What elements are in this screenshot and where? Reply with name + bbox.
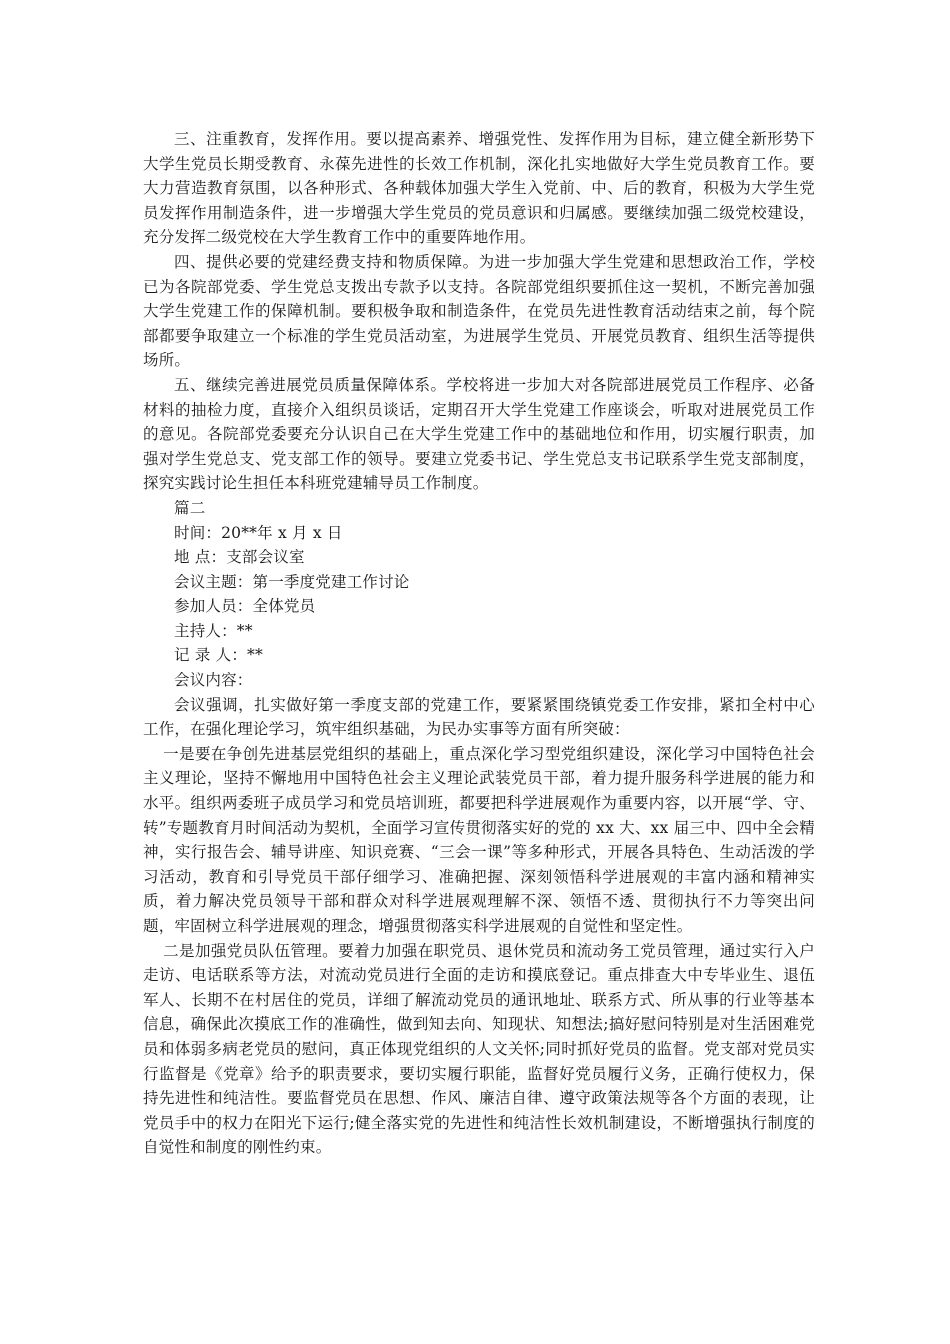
meeting-content-label: 会议内容： bbox=[174, 671, 253, 690]
paragraph-point-two: 二是加强党员队伍管理。要着力加强在职党员、退休党员和流动务工党员管理，通过实行入户走访、电话联系等方法，对流动党员进行全面的走访和摸底登记。重点排查大中专毕业生、退伍军人、长期不在村居住的党员，详细了解流动党员的通讯地址、联系方式、所从事的行业等基本信息，确保此次摸底工作的准确性，做到知去向、知现状、知想法;搞好慰问特别是对生活困难党员和体弱多病老党员的慰问，真正体现党组织的人文关怀;同时抓好党员的监督。党支部对党员实行监督是《党章》给予的职责要求，要切实履行职能，监督好党员履行义务，正确行使权力，保持先进性和纯洁性。要监督党员在思想、作风、廉洁自律、遵守政策法规等各个方面的表现，让党员手中的权力在阳光下运行;健全落实党的先进性和纯洁性长效机制建设，不断增强执行制度的自觉性和制度的刚性约束。 bbox=[143, 941, 815, 1157]
meeting-time: 时间：20**年 x 月 x 日 bbox=[174, 523, 343, 542]
meeting-host: 主持人：** bbox=[174, 621, 253, 640]
meeting-topic: 会议主题：第一季度党建工作讨论 bbox=[174, 572, 410, 591]
section-heading-part-two: 篇二 bbox=[174, 498, 206, 517]
meeting-location: 地 点：支部会议室 bbox=[174, 548, 305, 567]
document-body bbox=[143, 127, 815, 1160]
meeting-attendees: 参加人员：全体党员 bbox=[174, 597, 316, 616]
paragraph-meeting-emphasis: 会议强调，扎实做好第一季度支部的党建工作，要紧紧围绕镇党委工作安排，紧扣全村中心工作，在强化理论学习，筑牢组织基础，为民办实事等方面有所突破： bbox=[143, 695, 815, 739]
paragraph-point-one: 一是要在争创先进基层党组织的基础上，重点深化学习型党组织建设，深化学习中国特色社会主义理论，坚持不懈地用中国特色社会主义理论武装党员干部，着力提升服务科学进展的能力和水平。组织两委班子成员学习和党员培训班，都要把科学进展观作为重要内容，以开展“学、守、转”专题教育月时间活动为契机，全面学习宣传贯彻落实好的党的 xx 大、xx 届三中、四中全会精神，实行报告会、辅导讲座、知识竞赛、“三会一课”等多种形式，开展各具特色、生动活泼的学习活动，教育和引导党员干部仔细学习、准确把握、深刻领悟科学进展观的丰富内涵和精神实质，着力解决党员领导干部和群众对科学进展观理解不深、领悟不透、贯彻执行不力等突出问题，牢固树立科学进展观的理念，增强贯彻落实科学进展观的自觉性和坚定性。 bbox=[143, 744, 815, 935]
paragraph-section-four: 四、提供必要的党建经费支持和物质保障。为进一步加强大学生党建和思想政治工作，学校已为各院部党委、学生党总支拨出专款予以支持。各院部党组织要抓住这一契机，不断完善加强大学生党建工作的保障机制。要积极争取和制造条件，在党员先进性教育活动结束之前，每个院部都要争取建立一个标准的学生党员活动室，为进展学生党员、开展党员教育、组织生活等提供场所。 bbox=[143, 252, 815, 370]
paragraph-section-five: 五、继续完善进展党员质量保障体系。学校将进一步加大对各院部进展党员工作程序、必备材料的抽检力度，直接介入组织员谈话，定期召开大学生党建工作座谈会，听取对进展党员工作的意见。各院部党委要充分认识自己在大学生党建工作中的基础地位和作用，切实履行职责，加强对学生党总支、党支部工作的领导。要建立党委书记、学生党总支书记联系学生党支部制度，探究实践讨论生担任本科班党建辅导员工作制度。 bbox=[143, 375, 815, 493]
paragraph-section-three: 三、注重教育，发挥作用。要以提高素养、增强党性、发挥作用为目标，建立健全新形势下大学生党员长期受教育、永葆先进性的长效工作机制，深化扎实地做好大学生党员教育工作。要大力营造教育氛围，以各种形式、各种载体加强大学生入党前、中、后的教育，积极为大学生党员发挥作用制造条件，进一步增强大学生党员的党员意识和归属感。要继续加强二级党校建设，充分发挥二级党校在大学生教育工作中的重要阵地作用。 bbox=[143, 130, 815, 247]
meeting-recorder: 记 录 人：** bbox=[174, 646, 263, 665]
